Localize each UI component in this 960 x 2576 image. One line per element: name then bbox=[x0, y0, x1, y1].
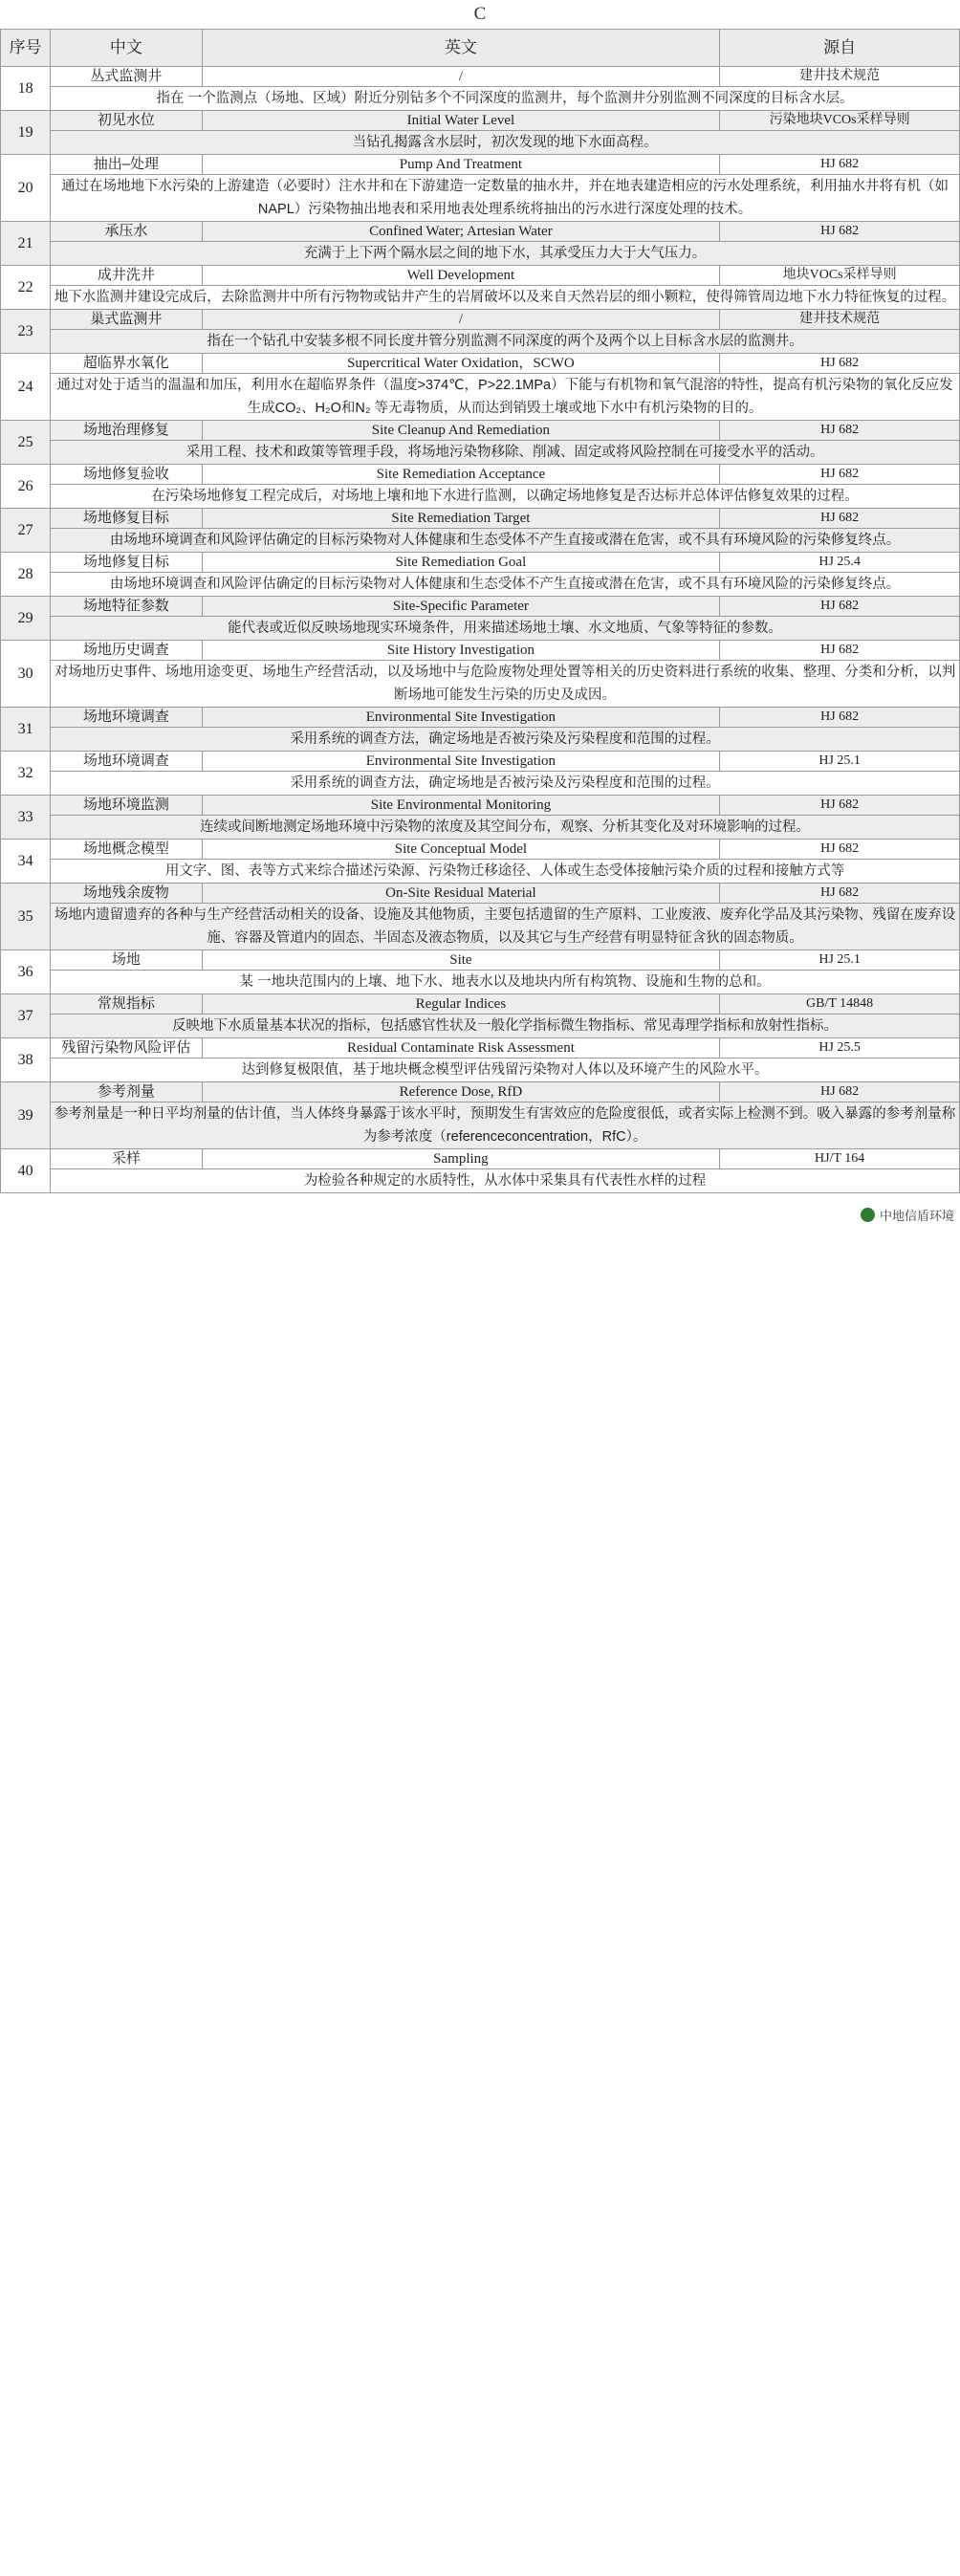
term-definition: 当钻孔揭露含水层时，初次发现的地下水面高程。 bbox=[51, 131, 960, 155]
table-row-definition bbox=[1, 728, 960, 752]
term-chinese: 场地环境调查 bbox=[51, 708, 202, 728]
term-definition: 为检验各种规定的水质特性，从水体中采集具有代表性水样的过程 bbox=[51, 1169, 960, 1193]
table-row-definition bbox=[1, 661, 960, 708]
term-chinese: 场地修复目标 bbox=[51, 509, 202, 529]
table-header-row bbox=[1, 30, 960, 67]
row-number: 28 bbox=[1, 553, 51, 597]
term-source: HJ 25.5 bbox=[720, 1038, 960, 1059]
table-row-definition bbox=[1, 441, 960, 465]
term-definition: 充满于上下两个隔水层之间的地下水，其承受压力大于大气压力。 bbox=[51, 242, 960, 266]
term-english: Initial Water Level bbox=[202, 111, 720, 131]
table-row-definition bbox=[1, 485, 960, 509]
term-definition: 采用系统的调查方法，确定场地是否被污染及污染程度和范围的过程。 bbox=[51, 728, 960, 752]
term-english: Regular Indices bbox=[202, 994, 720, 1015]
term-english: / bbox=[202, 310, 720, 330]
table-row-definition bbox=[1, 242, 960, 266]
row-number: 33 bbox=[1, 796, 51, 840]
term-chinese: 采样 bbox=[51, 1149, 202, 1169]
leaf-icon bbox=[861, 1208, 875, 1222]
column-header-english: 英文 bbox=[202, 30, 720, 67]
term-definition: 采用工程、技术和政策等管理手段，将场地污染物移除、削减、固定或将风险控制在可接受水平的活动。 bbox=[51, 441, 960, 465]
term-definition: 指在 一个监测点（场地、区域）附近分别钻多个不同深度的监测井，每个监测井分别监测不同深度的目标含水层。 bbox=[51, 87, 960, 111]
term-definition: 场地内遗留遗弃的各种与生产经营活动相关的设备、设施及其他物质，主要包括遗留的生产原料、工业废液、废弃化学品及其污染物、残留在废弃设施、容器及管道内的固态、半固态及液态物质，以及其它与生产经营有明显特征含狄的固态物质。 bbox=[51, 904, 960, 950]
term-chinese: 场地环境监测 bbox=[51, 796, 202, 816]
term-english: Environmental Site Investigation bbox=[202, 752, 720, 772]
term-source: HJ 682 bbox=[720, 155, 960, 175]
term-definition: 达到修复极限值，基于地块概念模型评估残留污染物对人体以及环境产生的风险水平。 bbox=[51, 1059, 960, 1082]
table-row-definition bbox=[1, 1102, 960, 1149]
watermark bbox=[861, 1206, 954, 1224]
term-definition: 在污染场地修复工程完成后，对场地上壤和地下水进行监测，以确定场地修复是否达标并总体评估修复效果的过程。 bbox=[51, 485, 960, 509]
table-row bbox=[1, 354, 960, 374]
term-source: 污染地块VCOs采样导则 bbox=[720, 111, 960, 131]
table-row-definition bbox=[1, 971, 960, 994]
term-chinese: 场地修复验收 bbox=[51, 465, 202, 485]
term-english: Residual Contaminate Risk Assessment bbox=[202, 1038, 720, 1059]
glossary-table bbox=[0, 29, 960, 1193]
term-definition: 对场地历史事件、场地用途变更、场地生产经营活动，以及场地中与危险废物处理处置等相关的历史资料进行系统的收集、整理、分类和分析，以判断场地可能发生污染的历史及成因。 bbox=[51, 661, 960, 708]
column-header-source: 源自 bbox=[720, 30, 960, 67]
table-row bbox=[1, 465, 960, 485]
term-chinese: 场地残余废物 bbox=[51, 884, 202, 904]
row-number: 30 bbox=[1, 641, 51, 708]
column-header-chinese: 中文 bbox=[51, 30, 202, 67]
term-chinese: 丛式监测井 bbox=[51, 67, 202, 87]
term-source: HJ 682 bbox=[720, 421, 960, 441]
term-source: HJ 682 bbox=[720, 840, 960, 860]
table-body bbox=[1, 67, 960, 1193]
row-number: 36 bbox=[1, 950, 51, 994]
table-row bbox=[1, 155, 960, 175]
row-number: 26 bbox=[1, 465, 51, 509]
table-row bbox=[1, 1149, 960, 1169]
table-row bbox=[1, 310, 960, 330]
table-header bbox=[1, 30, 960, 67]
term-source: 建井技术规范 bbox=[720, 67, 960, 87]
table-row bbox=[1, 67, 960, 87]
term-definition: 指在一个钻孔中安装多根不同长度井管分别监测不同深度的两个及两个以上目标含水层的监测井。 bbox=[51, 330, 960, 354]
table-row bbox=[1, 840, 960, 860]
term-source: HJ 682 bbox=[720, 465, 960, 485]
row-number: 23 bbox=[1, 310, 51, 354]
table-row bbox=[1, 553, 960, 573]
term-chinese: 场地概念模型 bbox=[51, 840, 202, 860]
table-row bbox=[1, 884, 960, 904]
row-number: 38 bbox=[1, 1038, 51, 1082]
table-row bbox=[1, 222, 960, 242]
term-source: HJ 682 bbox=[720, 222, 960, 242]
term-definition: 反映地下水质量基本状况的指标，包括感官性状及一般化学指标微生物指标、常见毒理学指标和放射性指标。 bbox=[51, 1015, 960, 1038]
table-row bbox=[1, 641, 960, 661]
term-english: Site Environmental Monitoring bbox=[202, 796, 720, 816]
term-chinese: 参考剂量 bbox=[51, 1082, 202, 1102]
term-definition: 地下水监测井建设完成后，去除监测井中所有污物物或钻井产生的岩屑破坏以及来自天然岩层的细小颗粒，使得筛管周边地下水力特征恢复的过程。 bbox=[51, 286, 960, 310]
table-row-definition bbox=[1, 87, 960, 111]
table-row bbox=[1, 708, 960, 728]
term-english: Confined Water; Artesian Water bbox=[202, 222, 720, 242]
table-row bbox=[1, 421, 960, 441]
term-source: HJ 25.4 bbox=[720, 553, 960, 573]
term-definition: 参考剂量是一种日平均剂量的估计值，当人体终身暴露于该水平时，预期发生有害效应的危险度很低，或者实际上检测不到。吸入暴露的参考剂量称为参考浓度（referenceconcentration，RfC）。 bbox=[51, 1102, 960, 1149]
row-number: 27 bbox=[1, 509, 51, 553]
row-number: 21 bbox=[1, 222, 51, 266]
document-page bbox=[0, 0, 960, 1226]
term-english: Environmental Site Investigation bbox=[202, 708, 720, 728]
term-source: HJ 682 bbox=[720, 884, 960, 904]
column-header-number: 序号 bbox=[1, 30, 51, 67]
term-definition: 由场地环境调查和风险评估确定的目标污染物对人体健康和生态受体不产生直接或潜在危害，或不具有环境风险的污染修复终点。 bbox=[51, 529, 960, 553]
term-chinese: 承压水 bbox=[51, 222, 202, 242]
table-row bbox=[1, 752, 960, 772]
term-english: Site-Specific Parameter bbox=[202, 597, 720, 617]
table-row-definition bbox=[1, 816, 960, 840]
row-number: 37 bbox=[1, 994, 51, 1038]
term-source: GB/T 14848 bbox=[720, 994, 960, 1015]
table-row-definition bbox=[1, 175, 960, 222]
table-row-definition bbox=[1, 573, 960, 597]
term-chinese: 场地历史调查 bbox=[51, 641, 202, 661]
term-source: HJ 682 bbox=[720, 1082, 960, 1102]
table-row bbox=[1, 950, 960, 971]
term-chinese: 场地治理修复 bbox=[51, 421, 202, 441]
table-row-definition bbox=[1, 374, 960, 421]
watermark-label: 中地信盾环境 bbox=[879, 1209, 954, 1223]
term-definition: 用文字、图、表等方式来综合描述污染源、污染物迁移途径、人体或生态受体接触污染介质的过程和接触方式等 bbox=[51, 860, 960, 884]
term-source: 地块VOCs采样导则 bbox=[720, 266, 960, 286]
term-english: Site Remediation Acceptance bbox=[202, 465, 720, 485]
term-source: HJ/T 164 bbox=[720, 1149, 960, 1169]
term-source: 建井技术规范 bbox=[720, 310, 960, 330]
row-number: 29 bbox=[1, 597, 51, 641]
term-english: Site Cleanup And Remediation bbox=[202, 421, 720, 441]
term-english: Site Remediation Target bbox=[202, 509, 720, 529]
table-row bbox=[1, 509, 960, 529]
table-row-definition bbox=[1, 1169, 960, 1193]
term-chinese: 场地修复目标 bbox=[51, 553, 202, 573]
term-chinese: 场地特征参数 bbox=[51, 597, 202, 617]
term-chinese: 场地环境调查 bbox=[51, 752, 202, 772]
term-chinese: 常规指标 bbox=[51, 994, 202, 1015]
term-definition: 通过在场地地下水污染的上游建造（必要时）注水井和在下游建造一定数量的抽水井，并在地表建造相应的污水处理系统，利用抽水井将有机（如NAPL）污染物抽出地表和采用地表处理系统将抽出的污水进行深度处理的技术。 bbox=[51, 175, 960, 222]
term-chinese: 初见水位 bbox=[51, 111, 202, 131]
term-english: Sampling bbox=[202, 1149, 720, 1169]
term-definition: 能代表或近似反映场地现实环境条件，用来描述场地土壤、水文地质、气象等特征的参数。 bbox=[51, 617, 960, 641]
table-row bbox=[1, 111, 960, 131]
row-number: 18 bbox=[1, 67, 51, 111]
table-row bbox=[1, 266, 960, 286]
term-chinese: 成井洗井 bbox=[51, 266, 202, 286]
term-source: HJ 682 bbox=[720, 796, 960, 816]
page-footer bbox=[0, 1193, 960, 1226]
term-chinese: 超临界水氧化 bbox=[51, 354, 202, 374]
table-row-definition bbox=[1, 330, 960, 354]
term-chinese: 抽出–处理 bbox=[51, 155, 202, 175]
term-source: HJ 682 bbox=[720, 597, 960, 617]
term-definition: 通过对处于适当的温温和加压，利用水在超临界条件（温度>374℃，P>22.1MPa）下能与有机物和氧气混溶的特性，提高有机污染物的氧化反应发生成CO₂、H₂O和N₂ 等无毒物质，从而达到销毁土壤或地下水中有机污染物的目的。 bbox=[51, 374, 960, 421]
table-row-definition bbox=[1, 131, 960, 155]
term-chinese: 残留污染物风险评估 bbox=[51, 1038, 202, 1059]
row-number: 24 bbox=[1, 354, 51, 421]
table-row-definition bbox=[1, 286, 960, 310]
row-number: 35 bbox=[1, 884, 51, 950]
table-row bbox=[1, 1038, 960, 1059]
term-definition: 某 一地块范围内的上壤、地下水、地表水以及地块内所有构筑物、设施和生物的总和。 bbox=[51, 971, 960, 994]
term-english: Well Development bbox=[202, 266, 720, 286]
table-row-definition bbox=[1, 529, 960, 553]
term-english: Pump And Treatment bbox=[202, 155, 720, 175]
term-english: Site Remediation Goal bbox=[202, 553, 720, 573]
term-english: / bbox=[202, 67, 720, 87]
row-number: 39 bbox=[1, 1082, 51, 1149]
term-chinese: 巢式监测井 bbox=[51, 310, 202, 330]
table-row-definition bbox=[1, 860, 960, 884]
term-english: On-Site Residual Material bbox=[202, 884, 720, 904]
row-number: 20 bbox=[1, 155, 51, 222]
term-english: Site bbox=[202, 950, 720, 971]
term-source: HJ 682 bbox=[720, 509, 960, 529]
page-letter: C bbox=[473, 4, 487, 24]
term-chinese: 场地 bbox=[51, 950, 202, 971]
term-english: Site Conceptual Model bbox=[202, 840, 720, 860]
row-number: 22 bbox=[1, 266, 51, 310]
term-english: Site History Investigation bbox=[202, 641, 720, 661]
term-source: HJ 682 bbox=[720, 708, 960, 728]
table-row-definition bbox=[1, 617, 960, 641]
term-english: Reference Dose, RfD bbox=[202, 1082, 720, 1102]
row-number: 31 bbox=[1, 708, 51, 752]
row-number: 34 bbox=[1, 840, 51, 884]
term-source: HJ 682 bbox=[720, 641, 960, 661]
term-definition: 采用系统的调查方法，确定场地是否被污染及污染程度和范围的过程。 bbox=[51, 772, 960, 796]
table-row-definition bbox=[1, 904, 960, 950]
term-english: Supercritical Water Oxidation，SCWO bbox=[202, 354, 720, 374]
term-source: HJ 25.1 bbox=[720, 752, 960, 772]
row-number: 32 bbox=[1, 752, 51, 796]
row-number: 25 bbox=[1, 421, 51, 465]
table-row bbox=[1, 796, 960, 816]
table-row-definition bbox=[1, 1015, 960, 1038]
term-source: HJ 682 bbox=[720, 354, 960, 374]
row-number: 40 bbox=[1, 1149, 51, 1193]
table-row bbox=[1, 597, 960, 617]
term-source: HJ 25.1 bbox=[720, 950, 960, 971]
table-row-definition bbox=[1, 1059, 960, 1082]
table-row bbox=[1, 994, 960, 1015]
table-row-definition bbox=[1, 772, 960, 796]
row-number: 19 bbox=[1, 111, 51, 155]
term-definition: 连续或间断地测定场地环境中污染物的浓度及其空间分布，观察、分析其变化及对环境影响的过程。 bbox=[51, 816, 960, 840]
table-row bbox=[1, 1082, 960, 1102]
term-definition: 由场地环境调查和风险评估确定的目标污染物对人体健康和生态受体不产生直接或潜在危害，或不具有环境风险的污染修复终点。 bbox=[51, 573, 960, 597]
